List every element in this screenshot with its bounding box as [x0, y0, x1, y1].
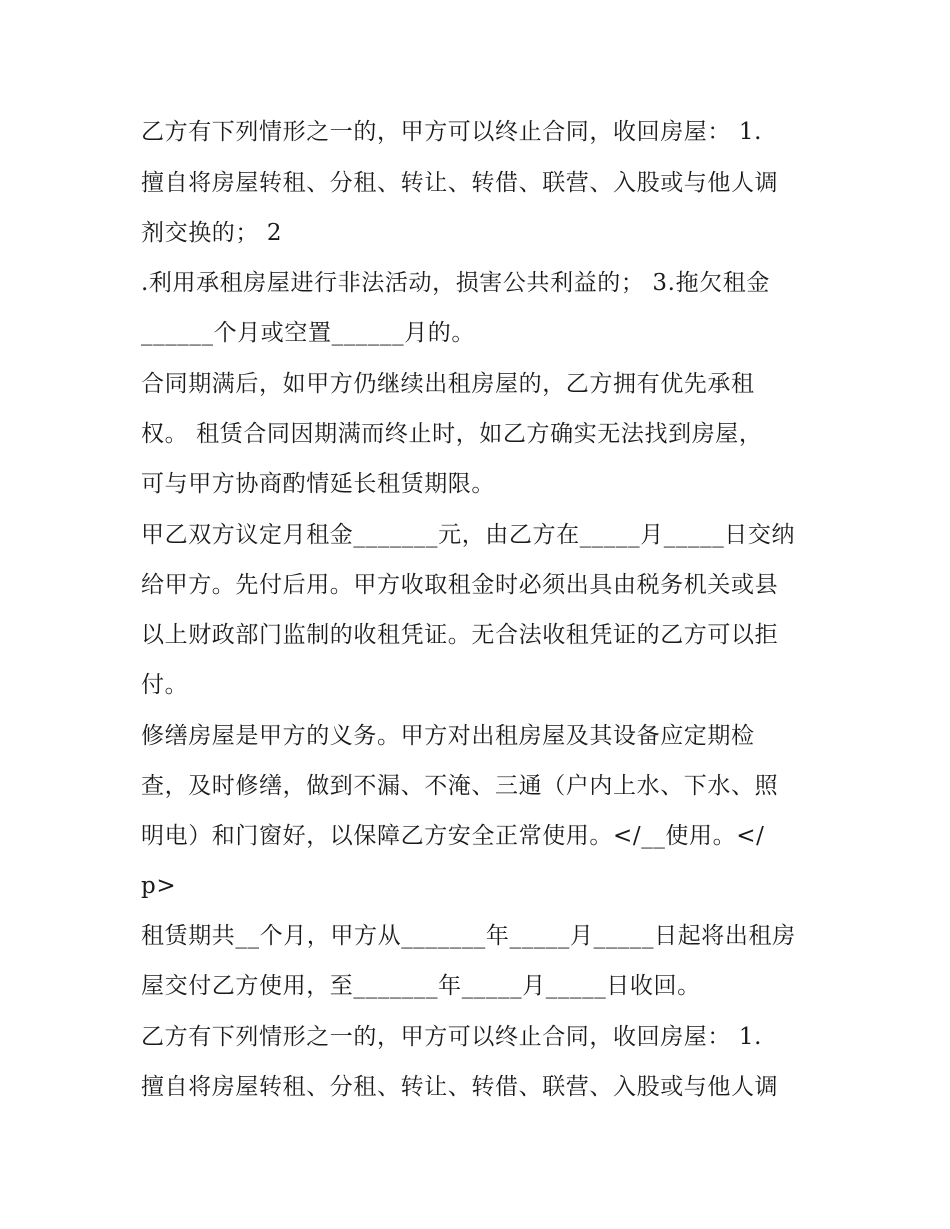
- text-line-4: .利用承租房屋进行非法活动，损害公共利益的； 3.拖欠租金: [141, 270, 770, 296]
- text-line-17: 租赁期共__个月，甲方从_______年_____月_____日起将出租房: [141, 923, 796, 949]
- text-line-6: 合同期满后，如甲方仍继续出租房屋的，乙方拥有优先承租: [141, 371, 755, 397]
- text-line-20: 擅自将房屋转租、分租、转让、转借、联营、入股或与他人调: [141, 1074, 779, 1100]
- text-line-15: 明电）和门窗好，以保障乙方安全正常使用。</__使用。</: [141, 823, 765, 849]
- text-line-14: 查，及时修缮，做到不漏、不淹、三通（户内上水、下水、照: [141, 773, 779, 799]
- text-line-5: ______个月或空置______月的。: [141, 320, 475, 346]
- text-line-9: 甲乙双方议定月租金_______元，由乙方在_____月_____日交纳: [141, 522, 796, 548]
- text-line-16: p>: [141, 873, 177, 899]
- text-line-19: 乙方有下列情形之一的，甲方可以终止合同，收回房屋： 1.: [141, 1024, 763, 1050]
- text-line-8: 可与甲方协商酌情延长租赁期限。: [141, 471, 495, 497]
- text-line-1: 乙方有下列情形之一的，甲方可以终止合同，收回房屋： 1.: [141, 119, 763, 145]
- text-line-13: 修缮房屋是甲方的义务。甲方对出租房屋及其设备应定期检: [141, 723, 755, 749]
- text-line-18: 屋交付乙方使用，至_______年_____月_____日收回。: [141, 973, 701, 999]
- text-line-2: 擅自将房屋转租、分租、转让、转借、联营、入股或与他人调: [141, 170, 779, 196]
- text-line-11: 以上财政部门监制的收租凭证。无合法收租凭证的乙方可以拒: [141, 622, 779, 648]
- text-line-7: 权。 租赁合同因期满而终止时，如乙方确实无法找到房屋，: [141, 421, 763, 447]
- text-line-10: 给甲方。先付后用。甲方收取租金时必须出具由税务机关或县: [141, 572, 779, 598]
- text-line-3: 剂交换的； 2: [141, 220, 283, 246]
- text-line-12: 付。: [141, 672, 189, 698]
